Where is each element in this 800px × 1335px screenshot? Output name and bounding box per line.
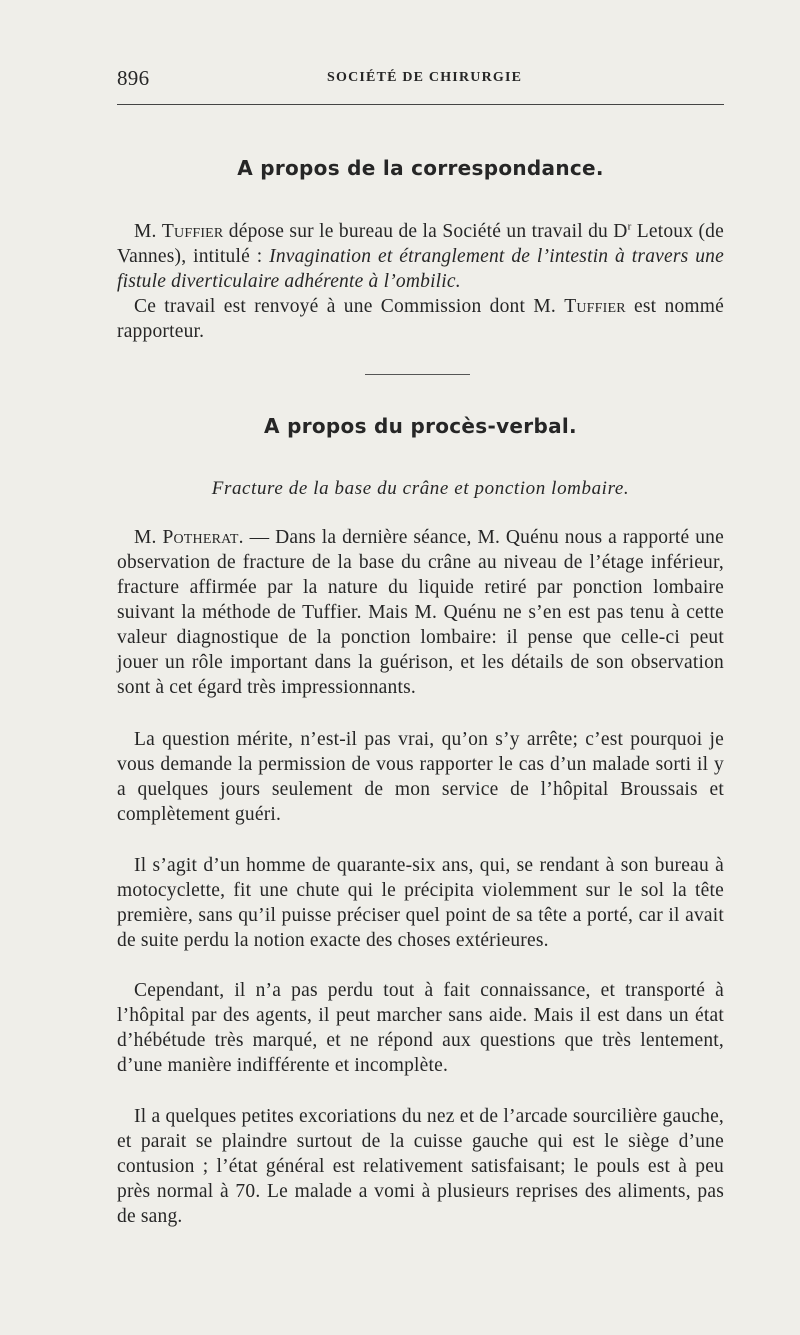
section-subheading: Fracture de la base du crâne et ponction lombaire. [211, 478, 630, 499]
paragraph-commission [117, 294, 724, 344]
section-separator [365, 374, 470, 375]
person-name: Tuffier [161, 221, 224, 242]
paragraph-examination: Il a quelques petites excoriations du nez et de l’arcade sourcilière gauche, et parait se plaindre surtout de la cuisse gauche qui est le siège d’une contusion ; l’état général est relativement satisfaisant; le pouls est à peu près normal à 70. Le malade a vomi à plusieurs reprises des aliments, pas de sang. [117, 1106, 724, 1227]
section-heading-correspondance: A propos de la correspondance. [237, 156, 604, 180]
section-heading-proces-verbal: A propos du procès-verbal. [264, 414, 577, 438]
paragraph-admission: Cependant, il n’a pas perdu tout à fait connaissance, et transporté à l’hôpital par des agents, il peut marcher sans aide. Mais il est dans un état d’hébétude très marqué, et ne répond aux questions que très lentement, d’une manière indifférente et incomplète. [117, 980, 724, 1076]
running-head: SOCIÉTÉ DE CHIRURGIE [327, 70, 523, 85]
person-name: Potherat [162, 527, 239, 548]
page-number: 896 [117, 66, 150, 90]
paragraph-case-history: Il s’agit d’un homme de quarante-six ans, qui, se rendant à son bureau à motocyclette, fit une chute qui le précipita violemment sur le sol la tête première, sans qu’il puisse préciser quel point de sa tête a porté, car il avait de suite perdu la notion exacte des choses extérieures. [117, 855, 724, 951]
text-segment: est nommé rapporteur. [117, 296, 724, 342]
text-prefix: M. [134, 527, 163, 548]
paragraph-question: La question mérite, n’est-il pas vrai, qu’on s’y arrête; c’est pourquoi je vous demande la permission de vous rapporter le cas d’un malade sorti il y a quelques jours seulement de mon service de l’hôpital Broussais et complètement guéri. [117, 729, 724, 825]
text-segment: Ce travail est renvoyé à une Commission dont M. [134, 296, 565, 317]
superscript: r [627, 220, 632, 233]
text-segment: Letoux (de Vannes), intitulé : [117, 221, 724, 267]
header-rule [117, 104, 724, 105]
page-header [117, 66, 724, 96]
paragraph-tuffier-deposit [117, 219, 724, 294]
work-title: Invagination et étranglement de l’intestin à travers une fistule diverticulaire adhérente à l’ombilic. [117, 246, 724, 292]
text-segment: dépose sur le bureau de la Société un travail du D [223, 221, 628, 242]
text-segment: . — Dans la dernière séance, M. Quénu nous a rapporté une observation de fracture de la base du crâne au niveau de l’étage inférieur, fracture affirmée par la nature du liquide retiré par ponction lombaire suivant la méthode de Tuffier. Mais M. Quénu ne s’en est pas tenu à cette valeur diagnostique de la ponction lombaire: il pense que celle-ci peut jouer un rôle important dans la guérison, et les détails de son observation sont à cet égard très impressionnants. [117, 527, 724, 698]
person-name: Tuffier [564, 296, 626, 317]
text-prefix: M. [134, 221, 162, 242]
paragraph-potherat [117, 525, 724, 700]
